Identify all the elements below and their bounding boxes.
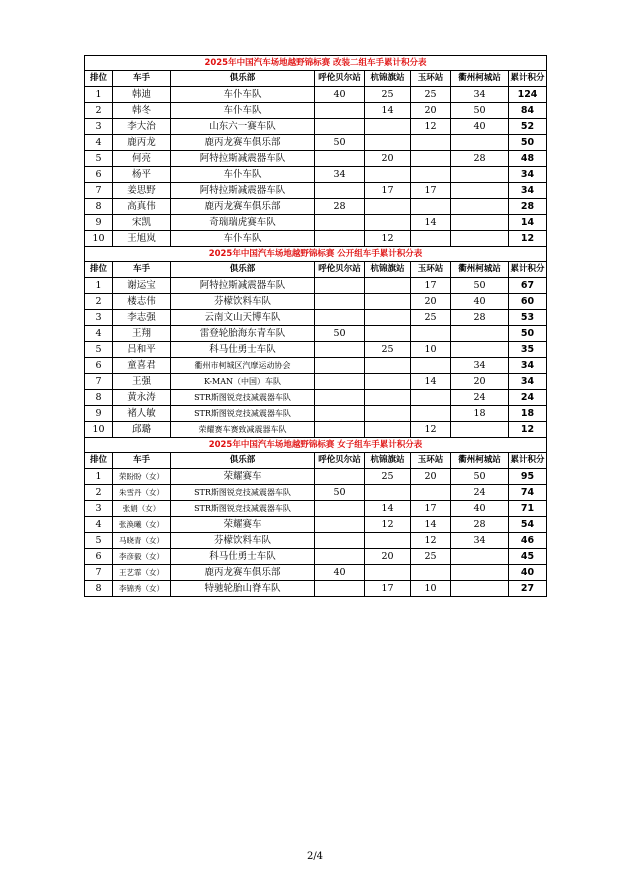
cell-hangjinqi: 20 — [365, 151, 411, 167]
cell-driver: 姜思野 — [113, 183, 171, 199]
cell-driver: 鹿丙龙 — [113, 135, 171, 151]
table-row — [85, 390, 547, 406]
cell-rank: 3 — [85, 501, 113, 517]
cell-driver: 马晓青（女） — [113, 533, 171, 549]
cell-club: 鹿丙龙赛车俱乐部 — [171, 135, 315, 151]
cell-rank: 8 — [85, 390, 113, 406]
cell-quzhou — [451, 342, 509, 358]
cell-hulunbuir — [315, 501, 365, 517]
cell-quzhou: 50 — [451, 278, 509, 294]
cell-yuhuan: 17 — [411, 278, 451, 294]
cell-hulunbuir: 40 — [315, 565, 365, 581]
table-row — [85, 565, 547, 581]
table-row — [85, 485, 547, 501]
column-header-driver: 车手 — [113, 453, 171, 469]
table-row — [85, 215, 547, 231]
table-row — [85, 533, 547, 549]
table-row — [85, 231, 547, 247]
cell-rank: 6 — [85, 358, 113, 374]
cell-club: 鹿丙龙赛车俱乐部 — [171, 199, 315, 215]
table-title — [85, 438, 547, 453]
cell-club: 山东六一赛车队 — [171, 119, 315, 135]
table-row — [85, 501, 547, 517]
table-row — [85, 517, 547, 533]
column-header-yuhuan: 玉环站 — [411, 453, 451, 469]
table-row — [85, 199, 547, 215]
cell-hangjinqi — [365, 390, 411, 406]
cell-total: 34 — [509, 167, 547, 183]
cell-total: 46 — [509, 533, 547, 549]
cell-driver: 黄永涛 — [113, 390, 171, 406]
cell-club: 车仆车队 — [171, 103, 315, 119]
cell-hulunbuir — [315, 215, 365, 231]
cell-hangjinqi: 14 — [365, 501, 411, 517]
cell-yuhuan — [411, 167, 451, 183]
cell-club: STR斯图锐竞技减震器车队 — [171, 501, 315, 517]
cell-hangjinqi: 20 — [365, 549, 411, 565]
column-header-yuhuan: 玉环站 — [411, 71, 451, 87]
cell-total: 14 — [509, 215, 547, 231]
cell-hangjinqi — [365, 278, 411, 294]
cell-total: 24 — [509, 390, 547, 406]
cell-yuhuan — [411, 199, 451, 215]
cell-driver: 何亮 — [113, 151, 171, 167]
table-row — [85, 469, 547, 485]
cell-rank: 1 — [85, 469, 113, 485]
cell-driver: 王强 — [113, 374, 171, 390]
cell-rank: 10 — [85, 231, 113, 247]
cell-hulunbuir — [315, 533, 365, 549]
cell-yuhuan: 20 — [411, 294, 451, 310]
cell-quzhou: 50 — [451, 103, 509, 119]
cell-yuhuan: 25 — [411, 549, 451, 565]
cell-yuhuan — [411, 358, 451, 374]
cell-total: 48 — [509, 151, 547, 167]
cell-hulunbuir: 34 — [315, 167, 365, 183]
column-header-quzhou: 衢州柯城站 — [451, 71, 509, 87]
table-row — [85, 183, 547, 199]
cell-yuhuan: 14 — [411, 374, 451, 390]
table-row — [85, 581, 547, 597]
cell-quzhou: 20 — [451, 374, 509, 390]
table-row — [85, 87, 547, 103]
cell-yuhuan: 12 — [411, 119, 451, 135]
cell-club: 阿特拉斯减震器车队 — [171, 183, 315, 199]
column-header-hangjinqi: 杭锦旗站 — [365, 262, 411, 278]
column-header-driver: 车手 — [113, 71, 171, 87]
cell-driver: 宋凯 — [113, 215, 171, 231]
cell-club: 特驰轮胎山脊车队 — [171, 581, 315, 597]
cell-total: 54 — [509, 517, 547, 533]
cell-club: 车仆车队 — [171, 231, 315, 247]
cell-driver: 李志强 — [113, 310, 171, 326]
cell-total: 45 — [509, 549, 547, 565]
cell-hulunbuir — [315, 390, 365, 406]
cell-total: 95 — [509, 469, 547, 485]
cell-hangjinqi — [365, 199, 411, 215]
cell-hangjinqi — [365, 326, 411, 342]
cell-hulunbuir: 50 — [315, 135, 365, 151]
cell-total: 18 — [509, 406, 547, 422]
cell-hangjinqi — [365, 533, 411, 549]
cell-rank: 2 — [85, 294, 113, 310]
cell-quzhou: 28 — [451, 151, 509, 167]
cell-driver: 褚人敏 — [113, 406, 171, 422]
cell-driver: 李锦秀（女） — [113, 581, 171, 597]
cell-yuhuan: 10 — [411, 581, 451, 597]
cell-hulunbuir: 50 — [315, 326, 365, 342]
cell-hangjinqi: 14 — [365, 103, 411, 119]
cell-hangjinqi — [365, 135, 411, 151]
cell-hulunbuir — [315, 231, 365, 247]
cell-driver: 王艺霏（女） — [113, 565, 171, 581]
cell-total: 28 — [509, 199, 547, 215]
column-header-total: 累计积分 — [509, 71, 547, 87]
cell-quzhou — [451, 581, 509, 597]
cell-total: 124 — [509, 87, 547, 103]
cell-club: K-MAN（中国）车队 — [171, 374, 315, 390]
cell-hulunbuir — [315, 517, 365, 533]
cell-quzhou: 34 — [451, 358, 509, 374]
cell-club: STR斯图锐竞技减震器车队 — [171, 485, 315, 501]
cell-hulunbuir — [315, 422, 365, 438]
table-row — [85, 278, 547, 294]
cell-yuhuan: 20 — [411, 103, 451, 119]
cell-quzhou: 50 — [451, 469, 509, 485]
column-header-hangjinqi: 杭锦旗站 — [365, 453, 411, 469]
cell-yuhuan: 12 — [411, 422, 451, 438]
cell-club: 车仆车队 — [171, 167, 315, 183]
column-header-rank: 排位 — [85, 71, 113, 87]
cell-yuhuan — [411, 231, 451, 247]
table-row — [85, 151, 547, 167]
cell-total: 53 — [509, 310, 547, 326]
cell-hulunbuir: 40 — [315, 87, 365, 103]
cell-hangjinqi: 25 — [365, 87, 411, 103]
cell-quzhou — [451, 549, 509, 565]
cell-yuhuan: 17 — [411, 501, 451, 517]
section-title: 2025年中国汽车场地越野锦标赛 公开组车手累计积分表 — [85, 247, 547, 262]
cell-yuhuan — [411, 135, 451, 151]
cell-club: 科马仕勇士车队 — [171, 342, 315, 358]
cell-hangjinqi — [365, 422, 411, 438]
cell-yuhuan: 14 — [411, 215, 451, 231]
table-row — [85, 358, 547, 374]
cell-quzhou: 28 — [451, 310, 509, 326]
column-header-hangjinqi: 杭锦旗站 — [365, 71, 411, 87]
cell-hangjinqi: 17 — [365, 183, 411, 199]
cell-quzhou — [451, 326, 509, 342]
cell-hangjinqi: 12 — [365, 231, 411, 247]
cell-hulunbuir — [315, 406, 365, 422]
cell-rank: 5 — [85, 342, 113, 358]
cell-rank: 1 — [85, 278, 113, 294]
cell-total: 71 — [509, 501, 547, 517]
cell-rank: 3 — [85, 310, 113, 326]
cell-driver: 韩冬 — [113, 103, 171, 119]
cell-total: 50 — [509, 326, 547, 342]
cell-total: 27 — [509, 581, 547, 597]
cell-hulunbuir — [315, 342, 365, 358]
cell-rank: 2 — [85, 103, 113, 119]
table-row — [85, 135, 547, 151]
table-row — [85, 294, 547, 310]
standings-table — [84, 55, 547, 597]
cell-total: 34 — [509, 374, 547, 390]
table-row — [85, 119, 547, 135]
cell-club: 芬檬饮料车队 — [171, 294, 315, 310]
cell-club: 荣耀赛车 — [171, 469, 315, 485]
table-title — [85, 247, 547, 262]
cell-quzhou: 24 — [451, 485, 509, 501]
cell-quzhou — [451, 422, 509, 438]
cell-hulunbuir — [315, 358, 365, 374]
cell-quzhou: 18 — [451, 406, 509, 422]
cell-club: 车仆车队 — [171, 87, 315, 103]
table-row — [85, 103, 547, 119]
cell-club: STR斯图锐竞技减震器车队 — [171, 406, 315, 422]
cell-driver: 朱雪丹（女） — [113, 485, 171, 501]
cell-total: 34 — [509, 358, 547, 374]
table-row — [85, 310, 547, 326]
cell-yuhuan: 17 — [411, 183, 451, 199]
cell-driver: 王翔 — [113, 326, 171, 342]
cell-driver: 张娟（女） — [113, 501, 171, 517]
cell-hangjinqi — [365, 358, 411, 374]
cell-hulunbuir — [315, 119, 365, 135]
cell-quzhou — [451, 183, 509, 199]
cell-yuhuan — [411, 390, 451, 406]
cell-rank: 8 — [85, 581, 113, 597]
column-header-total: 累计积分 — [509, 262, 547, 278]
cell-driver: 楼志伟 — [113, 294, 171, 310]
column-header-hulunbuir: 呼伦贝尔站 — [315, 71, 365, 87]
page-number: 2/4 — [306, 851, 324, 862]
cell-driver: 张涣曦（女） — [113, 517, 171, 533]
table-row — [85, 342, 547, 358]
cell-hangjinqi: 25 — [365, 342, 411, 358]
header-row — [85, 453, 547, 469]
cell-rank: 3 — [85, 119, 113, 135]
cell-hulunbuir: 50 — [315, 485, 365, 501]
cell-club: 奇瑞瑞虎赛车队 — [171, 215, 315, 231]
cell-hulunbuir — [315, 581, 365, 597]
column-header-quzhou: 衢州柯城站 — [451, 262, 509, 278]
column-header-quzhou: 衢州柯城站 — [451, 453, 509, 469]
cell-total: 40 — [509, 565, 547, 581]
cell-hulunbuir — [315, 374, 365, 390]
column-header-club: 俱乐部 — [171, 453, 315, 469]
cell-driver: 童喜君 — [113, 358, 171, 374]
cell-quzhou: 40 — [451, 119, 509, 135]
cell-hangjinqi — [365, 167, 411, 183]
cell-club: 鹿丙龙赛车俱乐部 — [171, 565, 315, 581]
column-header-club: 俱乐部 — [171, 71, 315, 87]
cell-yuhuan: 20 — [411, 469, 451, 485]
cell-rank: 4 — [85, 135, 113, 151]
cell-rank: 5 — [85, 533, 113, 549]
cell-quzhou — [451, 135, 509, 151]
column-header-hulunbuir: 呼伦贝尔站 — [315, 453, 365, 469]
cell-driver: 王旭岚 — [113, 231, 171, 247]
cell-hangjinqi — [365, 374, 411, 390]
cell-hangjinqi: 25 — [365, 469, 411, 485]
cell-yuhuan: 25 — [411, 310, 451, 326]
cell-quzhou — [451, 215, 509, 231]
cell-rank: 7 — [85, 183, 113, 199]
cell-hulunbuir — [315, 549, 365, 565]
cell-hulunbuir — [315, 469, 365, 485]
cell-rank: 2 — [85, 485, 113, 501]
cell-hangjinqi: 12 — [365, 517, 411, 533]
cell-yuhuan — [411, 406, 451, 422]
cell-yuhuan: 10 — [411, 342, 451, 358]
cell-quzhou — [451, 167, 509, 183]
cell-driver: 韩迪 — [113, 87, 171, 103]
cell-driver: 荣盼盼（女） — [113, 469, 171, 485]
cell-total: 74 — [509, 485, 547, 501]
cell-hangjinqi — [365, 565, 411, 581]
table-row — [85, 374, 547, 390]
table-row — [85, 549, 547, 565]
cell-total: 34 — [509, 183, 547, 199]
cell-yuhuan: 25 — [411, 87, 451, 103]
cell-hulunbuir — [315, 151, 365, 167]
column-header-driver: 车手 — [113, 262, 171, 278]
cell-quzhou: 28 — [451, 517, 509, 533]
cell-quzhou — [451, 231, 509, 247]
cell-club: 雷登轮胎海东青车队 — [171, 326, 315, 342]
table-row — [85, 406, 547, 422]
cell-hulunbuir — [315, 278, 365, 294]
cell-club: 芬檬饮料车队 — [171, 533, 315, 549]
cell-yuhuan — [411, 151, 451, 167]
column-header-yuhuan: 玉环站 — [411, 262, 451, 278]
cell-hangjinqi — [365, 485, 411, 501]
cell-hulunbuir — [315, 183, 365, 199]
table-row — [85, 422, 547, 438]
cell-hulunbuir — [315, 310, 365, 326]
cell-club: 科马仕勇士车队 — [171, 549, 315, 565]
header-row — [85, 262, 547, 278]
cell-yuhuan — [411, 326, 451, 342]
cell-rank: 10 — [85, 422, 113, 438]
cell-hulunbuir: 28 — [315, 199, 365, 215]
cell-rank: 6 — [85, 549, 113, 565]
cell-hangjinqi — [365, 406, 411, 422]
cell-rank: 4 — [85, 517, 113, 533]
score-tables — [84, 55, 546, 597]
cell-club: 衢州市柯城区汽摩运动协会 — [171, 358, 315, 374]
section-title: 2025年中国汽车场地越野锦标赛 女子组车手累计积分表 — [85, 438, 547, 453]
cell-quzhou — [451, 565, 509, 581]
column-header-rank: 排位 — [85, 262, 113, 278]
cell-rank: 1 — [85, 87, 113, 103]
cell-driver: 李大治 — [113, 119, 171, 135]
cell-total: 50 — [509, 135, 547, 151]
cell-rank: 4 — [85, 326, 113, 342]
cell-rank: 7 — [85, 374, 113, 390]
cell-driver: 谢运宝 — [113, 278, 171, 294]
cell-quzhou: 40 — [451, 501, 509, 517]
cell-quzhou — [451, 199, 509, 215]
header-row — [85, 71, 547, 87]
column-header-total: 累计积分 — [509, 453, 547, 469]
cell-rank: 5 — [85, 151, 113, 167]
cell-rank: 8 — [85, 199, 113, 215]
cell-club: 荣耀赛车赛致减震器车队 — [171, 422, 315, 438]
cell-rank: 6 — [85, 167, 113, 183]
cell-quzhou: 40 — [451, 294, 509, 310]
cell-driver: 杨平 — [113, 167, 171, 183]
cell-club: 云南文山天博车队 — [171, 310, 315, 326]
cell-hulunbuir — [315, 294, 365, 310]
cell-total: 84 — [509, 103, 547, 119]
cell-total: 12 — [509, 422, 547, 438]
cell-total: 12 — [509, 231, 547, 247]
cell-hulunbuir — [315, 103, 365, 119]
column-header-club: 俱乐部 — [171, 262, 315, 278]
cell-total: 52 — [509, 119, 547, 135]
cell-hangjinqi: 17 — [365, 581, 411, 597]
cell-yuhuan: 12 — [411, 533, 451, 549]
cell-quzhou: 24 — [451, 390, 509, 406]
cell-hangjinqi — [365, 119, 411, 135]
cell-total: 60 — [509, 294, 547, 310]
cell-club: 阿特拉斯减震器车队 — [171, 278, 315, 294]
cell-rank: 7 — [85, 565, 113, 581]
cell-total: 67 — [509, 278, 547, 294]
cell-driver: 吕和平 — [113, 342, 171, 358]
cell-total: 35 — [509, 342, 547, 358]
column-header-hulunbuir: 呼伦贝尔站 — [315, 262, 365, 278]
cell-driver: 高真伟 — [113, 199, 171, 215]
cell-rank: 9 — [85, 215, 113, 231]
cell-hangjinqi — [365, 215, 411, 231]
cell-rank: 9 — [85, 406, 113, 422]
cell-yuhuan: 14 — [411, 517, 451, 533]
cell-club: 荣耀赛车 — [171, 517, 315, 533]
table-row — [85, 167, 547, 183]
cell-driver: 邱璐 — [113, 422, 171, 438]
cell-hangjinqi — [365, 294, 411, 310]
table-title — [85, 56, 547, 71]
cell-hangjinqi — [365, 310, 411, 326]
cell-club: STR斯图锐竞技减震器车队 — [171, 390, 315, 406]
section-title: 2025年中国汽车场地越野锦标赛 改装二组车手累计积分表 — [85, 56, 547, 71]
column-header-rank: 排位 — [85, 453, 113, 469]
cell-club: 阿特拉斯减震器车队 — [171, 151, 315, 167]
cell-driver: 李彦毅（女） — [113, 549, 171, 565]
cell-yuhuan — [411, 485, 451, 501]
cell-yuhuan — [411, 565, 451, 581]
cell-quzhou: 34 — [451, 87, 509, 103]
table-row — [85, 326, 547, 342]
cell-quzhou: 34 — [451, 533, 509, 549]
